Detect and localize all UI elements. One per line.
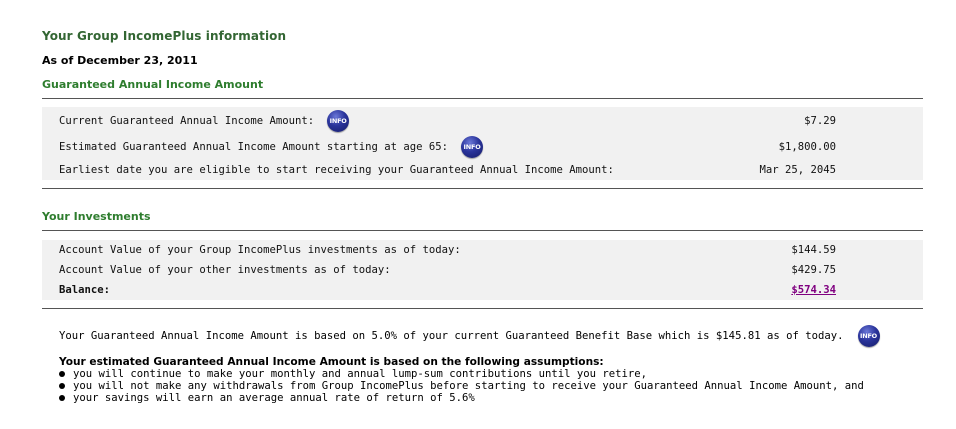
estimated-income-label: Estimated Guaranteed Annual Income Amount starting at age 65: [59,141,449,153]
guaranteed-panel [42,107,923,180]
benefit-base-text: Your Guaranteed Annual Income Amount is based on 5.0% of your current Guaranteed Benefit Base which is $145.81 as of today. [59,330,844,342]
benefit-base-note [59,325,880,347]
divider [42,188,923,189]
list-item: you will continue to make your monthly and annual lump-sum contributions until you retire, [59,368,864,380]
list-item: you will not make any withdrawals from Group IncomePlus before starting to receive your Guaranteed Annual Income Amount, and [59,380,864,392]
current-income-value: $7.29 [804,115,836,127]
info-icon[interactable]: INFO [858,325,880,347]
assumptions-title: Your estimated Guaranteed Annual Income Amount is based on the following assumptions: [59,356,604,368]
balance-row [59,280,836,300]
other-investments-value: $429.75 [791,264,836,276]
list-item: your savings will earn an average annual rate of return of 5.6% [59,392,864,404]
current-income-label: Current Guaranteed Annual Income Amount: [59,115,315,127]
incomeplus-value-label: Account Value of your Group IncomePlus investments as of today: [59,244,461,256]
assumption-list [59,368,864,404]
divider [42,98,923,99]
incomeplus-value-row [59,240,836,260]
other-investments-row [59,260,836,280]
bullet-icon [59,371,65,377]
earliest-date-value: Mar 25, 2045 [759,164,836,176]
other-investments-label: Account Value of your other investments as of today: [59,264,391,276]
bullet-icon [59,383,65,389]
estimated-income-value: $1,800.00 [778,141,836,153]
earliest-date-row [59,160,836,180]
info-icon[interactable]: INFO [327,110,349,132]
balance-label: Balance: [59,284,111,296]
as-of-date: As of December 23, 2011 [42,54,198,67]
page-title: Your Group IncomePlus information [42,29,287,43]
earliest-date-label: Earliest date you are eligible to start receiving your Guaranteed Annual Income Amount: [59,164,614,176]
info-icon[interactable]: INFO [461,136,483,158]
divider [42,308,923,309]
divider [42,230,923,231]
investments-section-heading: Your Investments [42,210,151,223]
bullet-icon [59,395,65,401]
guaranteed-section-heading: Guaranteed Annual Income Amount [42,78,264,91]
balance-link[interactable]: $574.34 [791,284,836,296]
investments-panel [42,240,923,300]
estimated-income-row [59,137,836,157]
incomeplus-value: $144.59 [791,244,836,256]
current-income-row [59,111,836,131]
